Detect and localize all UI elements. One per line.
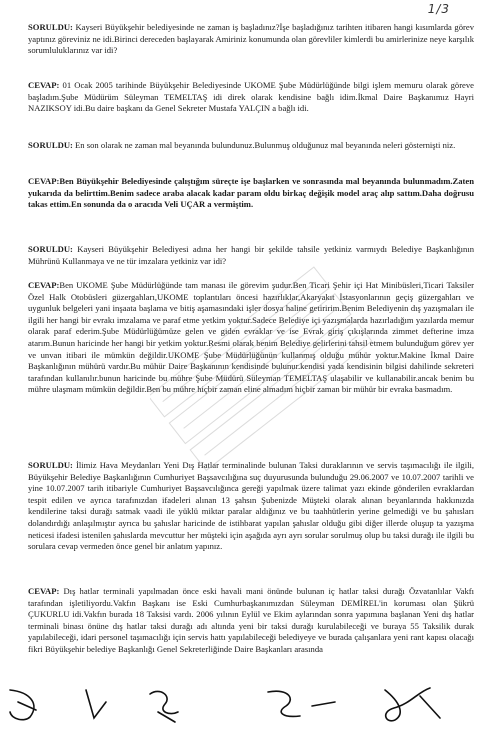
paragraph-label: SORULDU:	[28, 244, 73, 254]
paragraph-text: İlimiz Hava Meydanları Yeni Dış Hatlar terminalinde bulunan Taksi duraklarının ve servis taşımacılığı ile ilgili, Büyükşehir Belediye Başkanlığının Cumhuriyet Başsavcılığına suç duyurusunda bulunduğu 29.06.2007 ve 10.07.2007 tarihli ve yine 10.07.2007 tarih itibariyle Cumhuriyet Başsavcılığınca gereği yapılmak üzere talimat yazı ekinde gönderilen evraklardan tespit edilen ve ayrıca tarafınızdan ifadeleri alınan 13 şahsın Şubenizde Müşteki olarak alınan beyanlarında hakkınızda kendilerine taksi durağı satmak vaadi ile yüklü miktar paralar aldığınız ve bu taahhütlerin yerine gelmediği ve bu şahısları dolandırdığı anlaşılmıştır ayrıca bu şahıslar haricinde de istihbarat yapılan şahıslar olduğu gibi diğer illerde oluşup ta yazışma neticesi ifadesi istenilen şahıslarda mevcuttur her müşteki için aşağıda ayrı ayrı sorular sorulmuş olup bu taksi durağı ile ilgili bu sorulara cevap vermeden önce genel bir anlatım yapınız.	[28, 460, 474, 552]
page-number: 1/3	[427, 2, 450, 16]
paragraph-8	[28, 586, 474, 656]
paragraph-text: 01 Ocak 2005 tarihinde Büyükşehir Belediyesinde UKOME Şube Müdürlüğünde bilgi işlem memuru olarak göreve başladım.Şube Müdürüm Süleyman TEMELTAŞ idi direk olarak kendisine bağlı idim.İkmal Daire Başkanımız Hayri NAZIKSOY idi.Bu daire başkanı da Genel Sekreter Mustafa YALÇIN a bağlı idi.	[28, 80, 474, 114]
paragraph-text: Ben Büyükşehir Belediyesinde çalıştığım süreçte işe başlarken ve sonrasında mal beyanında bulunmadım.Zaten yukarıda da belirttim.Benim sadece araba alacak kadar param oldu birkaç değişik model araç alıp sattım.Daha doğrusu takas ettim.En sonunda da o aracıda Veli UÇAR a vermiştim.	[28, 176, 474, 210]
paragraph-1	[28, 22, 474, 57]
paragraph-6	[28, 280, 474, 396]
paragraph-3	[28, 140, 474, 152]
paragraph-text: Kayseri Büyükşehir Belediyesi adına her hangi bir şekilde tahsile yetkiniz varmıydı Belediye Başkanlığının Mührünü Kullanmaya ve ne tür imzalara yetkiniz var idi?	[28, 244, 474, 266]
paragraph-text: Dış hatlar terminali yapılmadan önce eski havali mani önünde bulunan iç hatlar taksi durağı Özvatanlılar Vakfı tarafından işletiliyordu.Vakfın Başkanı ise Eski Cumhurbaşkanımızdan Süleyman DEMİREL'in koruması olan Şükrü ÇUKURLU idi.Vakfın burada 18 Taksisi vardı. 2006 yılının Eylül ve Ekim aylarından sonra yapımına başlanan Yeni dış hatlar terminali binası önüne dış hatlar taksi durağı adı altında yeni bir taksi durağı kurulabileceği ve buraya 55 Taksilik durak yapılabileceği, idari personel taşımacılığı için servis hattı yapılabileceği belediyeye ve burada çalışanlara yeni rant kapısı olacağı fikri Büyükşehir belediye Başkanlığı Genel Sekreterliğinde Daire Başkanları arasında	[28, 586, 474, 654]
paragraph-text: Kayseri Büyükşehir belediyesinde ne zaman iş başladınız?İşe başladığınız tarihten itibaren hangi kısımlarda görev yaptınız göreviniz ne idi.Birinci dereceden başlayarak Amiriniz konumunda olan görevliler kimlerdi bu amirlerinize neye karşılık sorumluluklarınız var idi?	[28, 22, 474, 56]
paragraph-label: SORULDU:	[28, 140, 73, 150]
paragraph-label: CEVAP:	[28, 586, 60, 596]
signatures	[0, 682, 500, 727]
paragraph-label: CEVAP:	[28, 176, 60, 186]
paragraph-label: CEVAP:	[28, 80, 60, 90]
paragraph-5	[28, 244, 474, 267]
paragraph-label: SORULDU:	[28, 460, 73, 470]
paragraph-label: CEVAP:	[28, 280, 60, 290]
paragraph-text: Ben UKOME Şube Müdürlüğünde tam manası ile görevim şudur.Ben Ticari Şehir içi Hat Minibüsleri,Ticari Taksiler Özel Halk Otobüsleri güzergahları,UKOME toplantıları öncesi hazırlıklar,Akaryakıt İstasyonlarının geçiş güzergahları ve uygunluk belgeleri yani inşaata başlama ve bitiş aşamasındaki işler dosya haline getiririm.Benim Belediyenin dış yazışmaları ile ilgili her hangi bir evrakı imzalama ve paraf etme yetkim yoktur.Sadece Belediye içi yazışmalarda hazırladığım yazılarda memur olarak paraf ederim.Şube Müdürlüğümüze gelen ve giden evraklar ve ise Evrak giriş çıkışlarında zimmet defterine imza atarım.Bunun haricinde her hangi bir yetkim yoktur.Resmi olarak benim Belediye gelirlerini tahsil etmem bulunduğum görev yer ve unvan itibari ile mümkün değildir.UKOME Şube Müdürlüğünün kullanmış olduğu mühür yoktur.Makine İkmal Daire Başkanlığının mühürü vardır.Bu mühür Daire Başkanının kendisinde bulunur.kendisi yada kendisinin bilgisi dahilinde sekreteri tarafından kullanılır.bunun haricinde bu mühre Şube Müdürü Süleyman TEMELTAŞ ulaşabilir ve kullanabilir.ancak benim bu mühre ulaşmam mümkün değildir.Ben bu mühre hiçbir zaman eline almadım hiçbir zaman bir mühür bir evraka basmadım.	[28, 280, 474, 395]
paragraph-4	[28, 176, 474, 211]
paragraph-2	[28, 80, 474, 115]
paragraph-7	[28, 460, 474, 553]
paragraph-text: En son olarak ne zaman mal beyanında bulundunuz.Bulunmuş olduğunuz mal beyanında neleri gösternişti niz.	[72, 140, 456, 150]
paragraph-label: SORULDU:	[28, 22, 73, 32]
